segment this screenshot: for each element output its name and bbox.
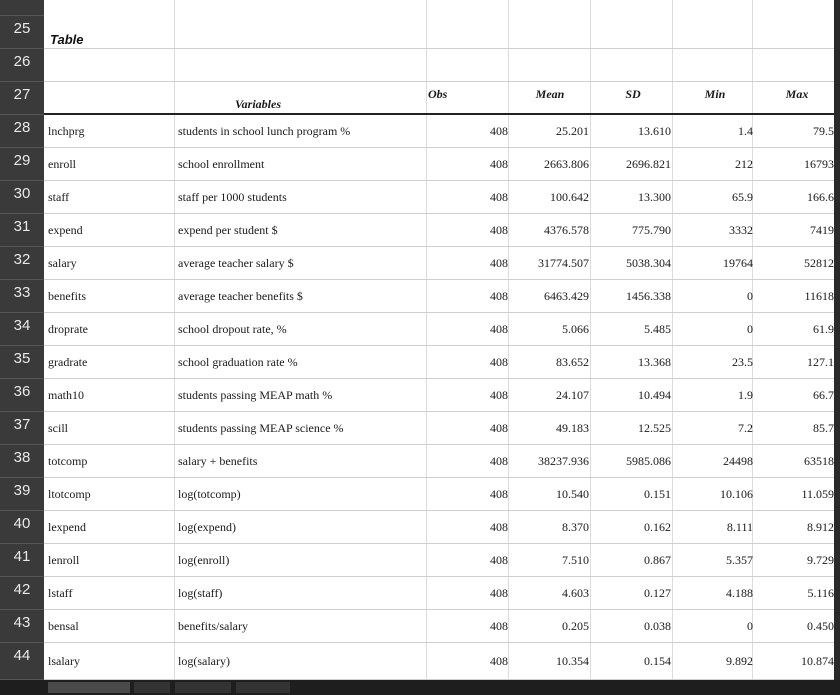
- cell-max[interactable]: 7419: [810, 222, 834, 237]
- row-number[interactable]: 38: [0, 445, 44, 478]
- table-row: [44, 379, 840, 412]
- cell-variable-description[interactable]: average teacher benefits $: [178, 288, 303, 303]
- cell-obs[interactable]: 408: [490, 156, 508, 171]
- row-number[interactable]: 32: [0, 247, 44, 280]
- table-row: [44, 544, 840, 577]
- row-number[interactable]: 31: [0, 214, 44, 247]
- header-row: [44, 82, 840, 115]
- cell-variable-description[interactable]: average teacher salary $: [178, 255, 294, 270]
- cell-min[interactable]: 0: [747, 618, 753, 633]
- cell-mean[interactable]: 6463.429: [544, 288, 589, 303]
- cell-obs[interactable]: 408: [490, 222, 508, 237]
- cell-obs[interactable]: 408: [490, 321, 508, 336]
- cell-sd[interactable]: 0.154: [644, 653, 671, 668]
- row-number[interactable]: 43: [0, 610, 44, 643]
- cell-mean[interactable]: 10.354: [556, 653, 589, 668]
- cell-variable-name[interactable]: bensal: [48, 618, 79, 633]
- row-number[interactable]: 27: [0, 82, 44, 115]
- row-number-header: [0, 0, 44, 16]
- cell-mean[interactable]: 2663.806: [544, 156, 589, 171]
- cell-variable-description[interactable]: staff per 1000 students: [178, 189, 287, 204]
- cell-mean[interactable]: 38237.936: [538, 453, 589, 468]
- cell-min[interactable]: 0: [747, 288, 753, 303]
- table-row: [44, 511, 840, 544]
- row-number[interactable]: 42: [0, 577, 44, 610]
- cell-max[interactable]: 63518: [804, 453, 834, 468]
- cell-variable-description[interactable]: expend per student $: [178, 222, 278, 237]
- cell-max[interactable]: 85.7: [813, 420, 834, 435]
- cell-variable-name[interactable]: scill: [48, 420, 68, 435]
- cell-variable-description[interactable]: log(totcomp): [178, 486, 241, 501]
- cell-variable-name[interactable]: staff: [48, 189, 70, 204]
- cell-obs[interactable]: 408: [490, 519, 508, 534]
- cell-mean[interactable]: 7.510: [562, 552, 589, 567]
- cell-mean[interactable]: 10.540: [556, 486, 589, 501]
- cell-min[interactable]: 8.111: [726, 519, 753, 534]
- cell-max[interactable]: 11.059: [801, 486, 834, 501]
- row-number[interactable]: 29: [0, 148, 44, 181]
- cell-max[interactable]: 61.9: [813, 321, 834, 336]
- cell-max[interactable]: 5.116: [807, 585, 834, 600]
- cell-variable-name[interactable]: lstaff: [48, 585, 73, 600]
- cell-max[interactable]: 9.729: [807, 552, 834, 567]
- cell-sd[interactable]: 0.038: [644, 618, 671, 633]
- row-number[interactable]: 40: [0, 511, 44, 544]
- cell-variable-name[interactable]: salary: [48, 255, 77, 270]
- row-number[interactable]: 41: [0, 544, 44, 577]
- cell-obs[interactable]: 408: [490, 585, 508, 600]
- row-number[interactable]: 39: [0, 478, 44, 511]
- cell-min[interactable]: 1.9: [738, 387, 753, 402]
- cell-max[interactable]: 166.6: [807, 189, 834, 204]
- cell-max[interactable]: 10.874: [801, 653, 834, 668]
- cell-min[interactable]: 4.188: [726, 585, 753, 600]
- cell-variable-description[interactable]: students passing MEAP science %: [178, 420, 344, 435]
- cell-obs[interactable]: 408: [490, 453, 508, 468]
- cell-min[interactable]: 19764: [723, 255, 753, 270]
- header-variables[interactable]: Variables: [234, 96, 281, 111]
- table-row: [44, 247, 840, 280]
- cell-mean[interactable]: 4376.578: [544, 222, 589, 237]
- row-number[interactable]: 44: [0, 643, 44, 680]
- cell-obs[interactable]: 408: [490, 552, 508, 567]
- cell-variable-name[interactable]: ltotcomp: [48, 486, 91, 501]
- table-row: [44, 346, 840, 379]
- cell-max[interactable]: 127.1: [807, 354, 834, 369]
- cell-min[interactable]: 24498: [723, 453, 753, 468]
- cell-sd[interactable]: 13.610: [638, 123, 671, 138]
- cell-obs[interactable]: 408: [490, 354, 508, 369]
- cell-min[interactable]: 212: [735, 156, 753, 171]
- cell-obs[interactable]: 408: [490, 255, 508, 270]
- cell-obs[interactable]: 408: [490, 387, 508, 402]
- row-number[interactable]: 36: [0, 379, 44, 412]
- table-row: [44, 412, 840, 445]
- cell-min[interactable]: 9.892: [726, 653, 753, 668]
- row-number[interactable]: 34: [0, 313, 44, 346]
- cell-mean[interactable]: 100.642: [550, 189, 589, 204]
- cell-max[interactable]: 8.912: [807, 519, 834, 534]
- cell-max[interactable]: 11618: [804, 288, 834, 303]
- cell-max[interactable]: 16793: [804, 156, 834, 171]
- row-number[interactable]: 30: [0, 181, 44, 214]
- sheet-tab[interactable]: [236, 682, 290, 693]
- cell-min[interactable]: 1.4: [738, 123, 753, 138]
- sheet-tab[interactable]: [48, 682, 130, 693]
- cell-variable-name[interactable]: lsalary: [48, 653, 80, 668]
- cell-mean[interactable]: 8.370: [562, 519, 589, 534]
- cell-obs[interactable]: 408: [490, 288, 508, 303]
- cell-variable-name[interactable]: benefits: [48, 288, 86, 303]
- cell-sd[interactable]: 0.151: [644, 486, 671, 501]
- cell-variable-name[interactable]: lnchprg: [48, 123, 85, 138]
- table-row: [44, 181, 840, 214]
- cell-mean[interactable]: 83.652: [556, 354, 589, 369]
- header-obs[interactable]: Obs: [428, 86, 448, 101]
- cell-sd[interactable]: 10.494: [638, 387, 671, 402]
- window-edge: [834, 0, 840, 695]
- empty-row: [44, 16, 840, 49]
- cell-variable-name[interactable]: totcomp: [48, 453, 88, 468]
- header-mean[interactable]: Mean: [535, 86, 565, 101]
- cell-mean[interactable]: 24.107: [556, 387, 589, 402]
- cell-obs[interactable]: 408: [490, 618, 508, 633]
- cell-max[interactable]: 66.7: [813, 387, 834, 402]
- cell-max[interactable]: 52812: [804, 255, 834, 270]
- row-number[interactable]: 25: [0, 16, 44, 49]
- header-max[interactable]: Max: [785, 86, 809, 101]
- table-row: [44, 643, 840, 680]
- table-row: [44, 445, 840, 478]
- sheet-tab[interactable]: [134, 682, 170, 693]
- cell-variable-name[interactable]: enroll: [48, 156, 76, 171]
- cell-sd[interactable]: 13.300: [638, 189, 671, 204]
- cell-sd[interactable]: 775.790: [632, 222, 671, 237]
- cell-sd[interactable]: 0.162: [644, 519, 671, 534]
- cell-min[interactable]: 3332: [729, 222, 753, 237]
- cell-min[interactable]: 7.2: [738, 420, 753, 435]
- cell-mean[interactable]: 0.205: [562, 618, 589, 633]
- cell-variable-description[interactable]: log(salary): [178, 653, 230, 668]
- cell-sd[interactable]: 1456.338: [626, 288, 671, 303]
- row-number[interactable]: 26: [0, 49, 44, 82]
- table-row: [44, 214, 840, 247]
- cell-sd[interactable]: 0.127: [644, 585, 671, 600]
- cell-variable-name[interactable]: droprate: [48, 321, 88, 336]
- cell-variable-description[interactable]: school enrollment: [178, 156, 265, 171]
- cell-mean[interactable]: 4.603: [562, 585, 589, 600]
- cell-sd[interactable]: 5038.304: [626, 255, 671, 270]
- table-row: [44, 148, 840, 181]
- header-sd[interactable]: SD: [625, 86, 641, 101]
- header-divider: [44, 113, 840, 115]
- cell-sd[interactable]: 0.867: [644, 552, 671, 567]
- header-min[interactable]: Min: [704, 86, 726, 101]
- cell-mean[interactable]: 25.201: [556, 123, 589, 138]
- cell-variable-description[interactable]: log(staff): [178, 585, 223, 600]
- cell-min[interactable]: 65.9: [732, 189, 753, 204]
- cell-variable-name[interactable]: gradrate: [48, 354, 88, 369]
- cell-variable-description[interactable]: students passing MEAP math %: [178, 387, 333, 402]
- cell-obs[interactable]: 408: [490, 123, 508, 138]
- row-number[interactable]: 33: [0, 280, 44, 313]
- table-row: [44, 313, 840, 346]
- cell-obs[interactable]: 408: [490, 189, 508, 204]
- cell-variable-description[interactable]: school dropout rate, %: [178, 321, 287, 336]
- cell-mean[interactable]: 49.183: [556, 420, 589, 435]
- cell-min[interactable]: 5.357: [726, 552, 753, 567]
- cell-variable-name[interactable]: lexpend: [48, 519, 86, 534]
- cell-variable-description[interactable]: log(enroll): [178, 552, 230, 567]
- cell-obs[interactable]: 408: [490, 486, 508, 501]
- cell-obs[interactable]: 408: [490, 653, 508, 668]
- cell-max[interactable]: 79.5: [813, 123, 834, 138]
- cell-mean[interactable]: 5.066: [562, 321, 589, 336]
- sheet-tab[interactable]: [175, 682, 231, 693]
- cell-variable-description[interactable]: log(expend): [178, 519, 236, 534]
- cell-min[interactable]: 23.5: [732, 354, 753, 369]
- row-number[interactable]: 37: [0, 412, 44, 445]
- cell-variable-description[interactable]: students in school lunch program %: [178, 123, 351, 138]
- row-number[interactable]: 35: [0, 346, 44, 379]
- table-row: [44, 280, 840, 313]
- cell-min[interactable]: 10.106: [720, 486, 753, 501]
- table-row: [44, 610, 840, 643]
- table-row: [44, 577, 840, 610]
- cell-sd[interactable]: 2696.821: [626, 156, 671, 171]
- table-row: [44, 478, 840, 511]
- cell-sd[interactable]: 13.368: [638, 354, 671, 369]
- cell-variable-name[interactable]: math10: [48, 387, 84, 402]
- table-title[interactable]: Table: [50, 32, 84, 47]
- table-row: [44, 115, 840, 148]
- cell-obs[interactable]: 408: [490, 420, 508, 435]
- cell-variable-name[interactable]: lenroll: [48, 552, 80, 567]
- cell-mean[interactable]: 31774.507: [538, 255, 589, 270]
- cell-max[interactable]: 0.450: [807, 618, 834, 633]
- cell-variable-description[interactable]: benefits/salary: [178, 618, 248, 633]
- cell-variable-name[interactable]: expend: [48, 222, 83, 237]
- cell-min[interactable]: 0: [747, 321, 753, 336]
- cell-sd[interactable]: 12.525: [638, 420, 671, 435]
- cell-variable-description[interactable]: salary + benefits: [178, 453, 258, 468]
- row-number[interactable]: 28: [0, 115, 44, 148]
- cell-sd[interactable]: 5985.086: [626, 453, 671, 468]
- cell-variable-description[interactable]: school graduation rate %: [178, 354, 298, 369]
- cell-sd[interactable]: 5.485: [644, 321, 671, 336]
